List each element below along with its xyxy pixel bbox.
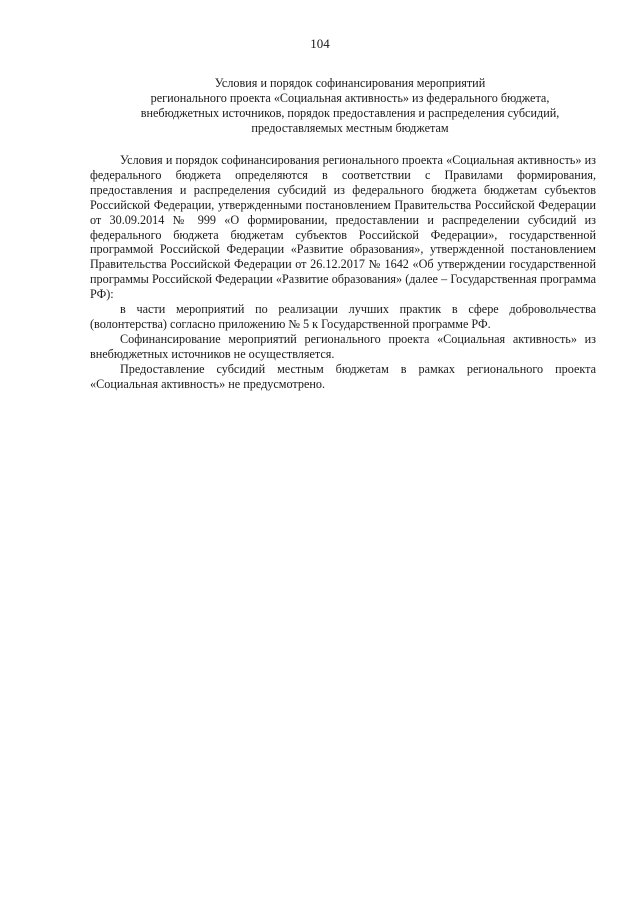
paragraph-cofinancing-conditions: Условия и порядок софинансирования регионального проекта «Социальная активность» из федерального бюджета определяются в соответствии с Правилами формирования, предоставления и распределения субсидий из федерального бюджета бюджетам субъектов Российской Федерации, утвержденными постановлением Правительства Российской Федерации от 30.09.2014 № 999 «О формировании, предоставлении и распределении субсидий из федерального бюджета бюджетам субъектов Российской Федерации», государственной программой Российской Федерации «Развитие образования», утвержденной постановлением Правительства Российской Федерации от 26.12.2017 № 1642 «Об утверждении государственной программы Российской Федерации «Развитие образования» (далее – Государственная программа РФ):: [90, 153, 596, 302]
paragraph-local-subsidies: Предоставление субсидий местным бюджетам в рамках регионального проекта «Социальная активность» не предусмотрено.: [90, 361, 596, 391]
heading-line: предоставляемых местным бюджетам: [251, 121, 449, 135]
page-number: 104: [310, 36, 330, 51]
heading-line: внебюджетных источников, порядок предоставления и распределения субсидий,: [140, 106, 560, 120]
section-heading: [90, 76, 610, 136]
paragraph-extrabudgetary-sources: Софинансирование мероприятий регионального проекта «Социальная активность» из внебюджетных источников не осуществляется.: [90, 331, 596, 361]
heading-line: Условия и порядок софинансирования мероприятий: [214, 76, 486, 90]
heading-line: регионального проекта «Социальная активность» из федерального бюджета,: [150, 91, 550, 105]
paragraph-volunteering-practices: в части мероприятий по реализации лучших практик в сфере добровольчества (волонтерства) согласно приложению № 5 к Государственной программе РФ.: [90, 302, 596, 331]
document-body: [90, 153, 596, 392]
